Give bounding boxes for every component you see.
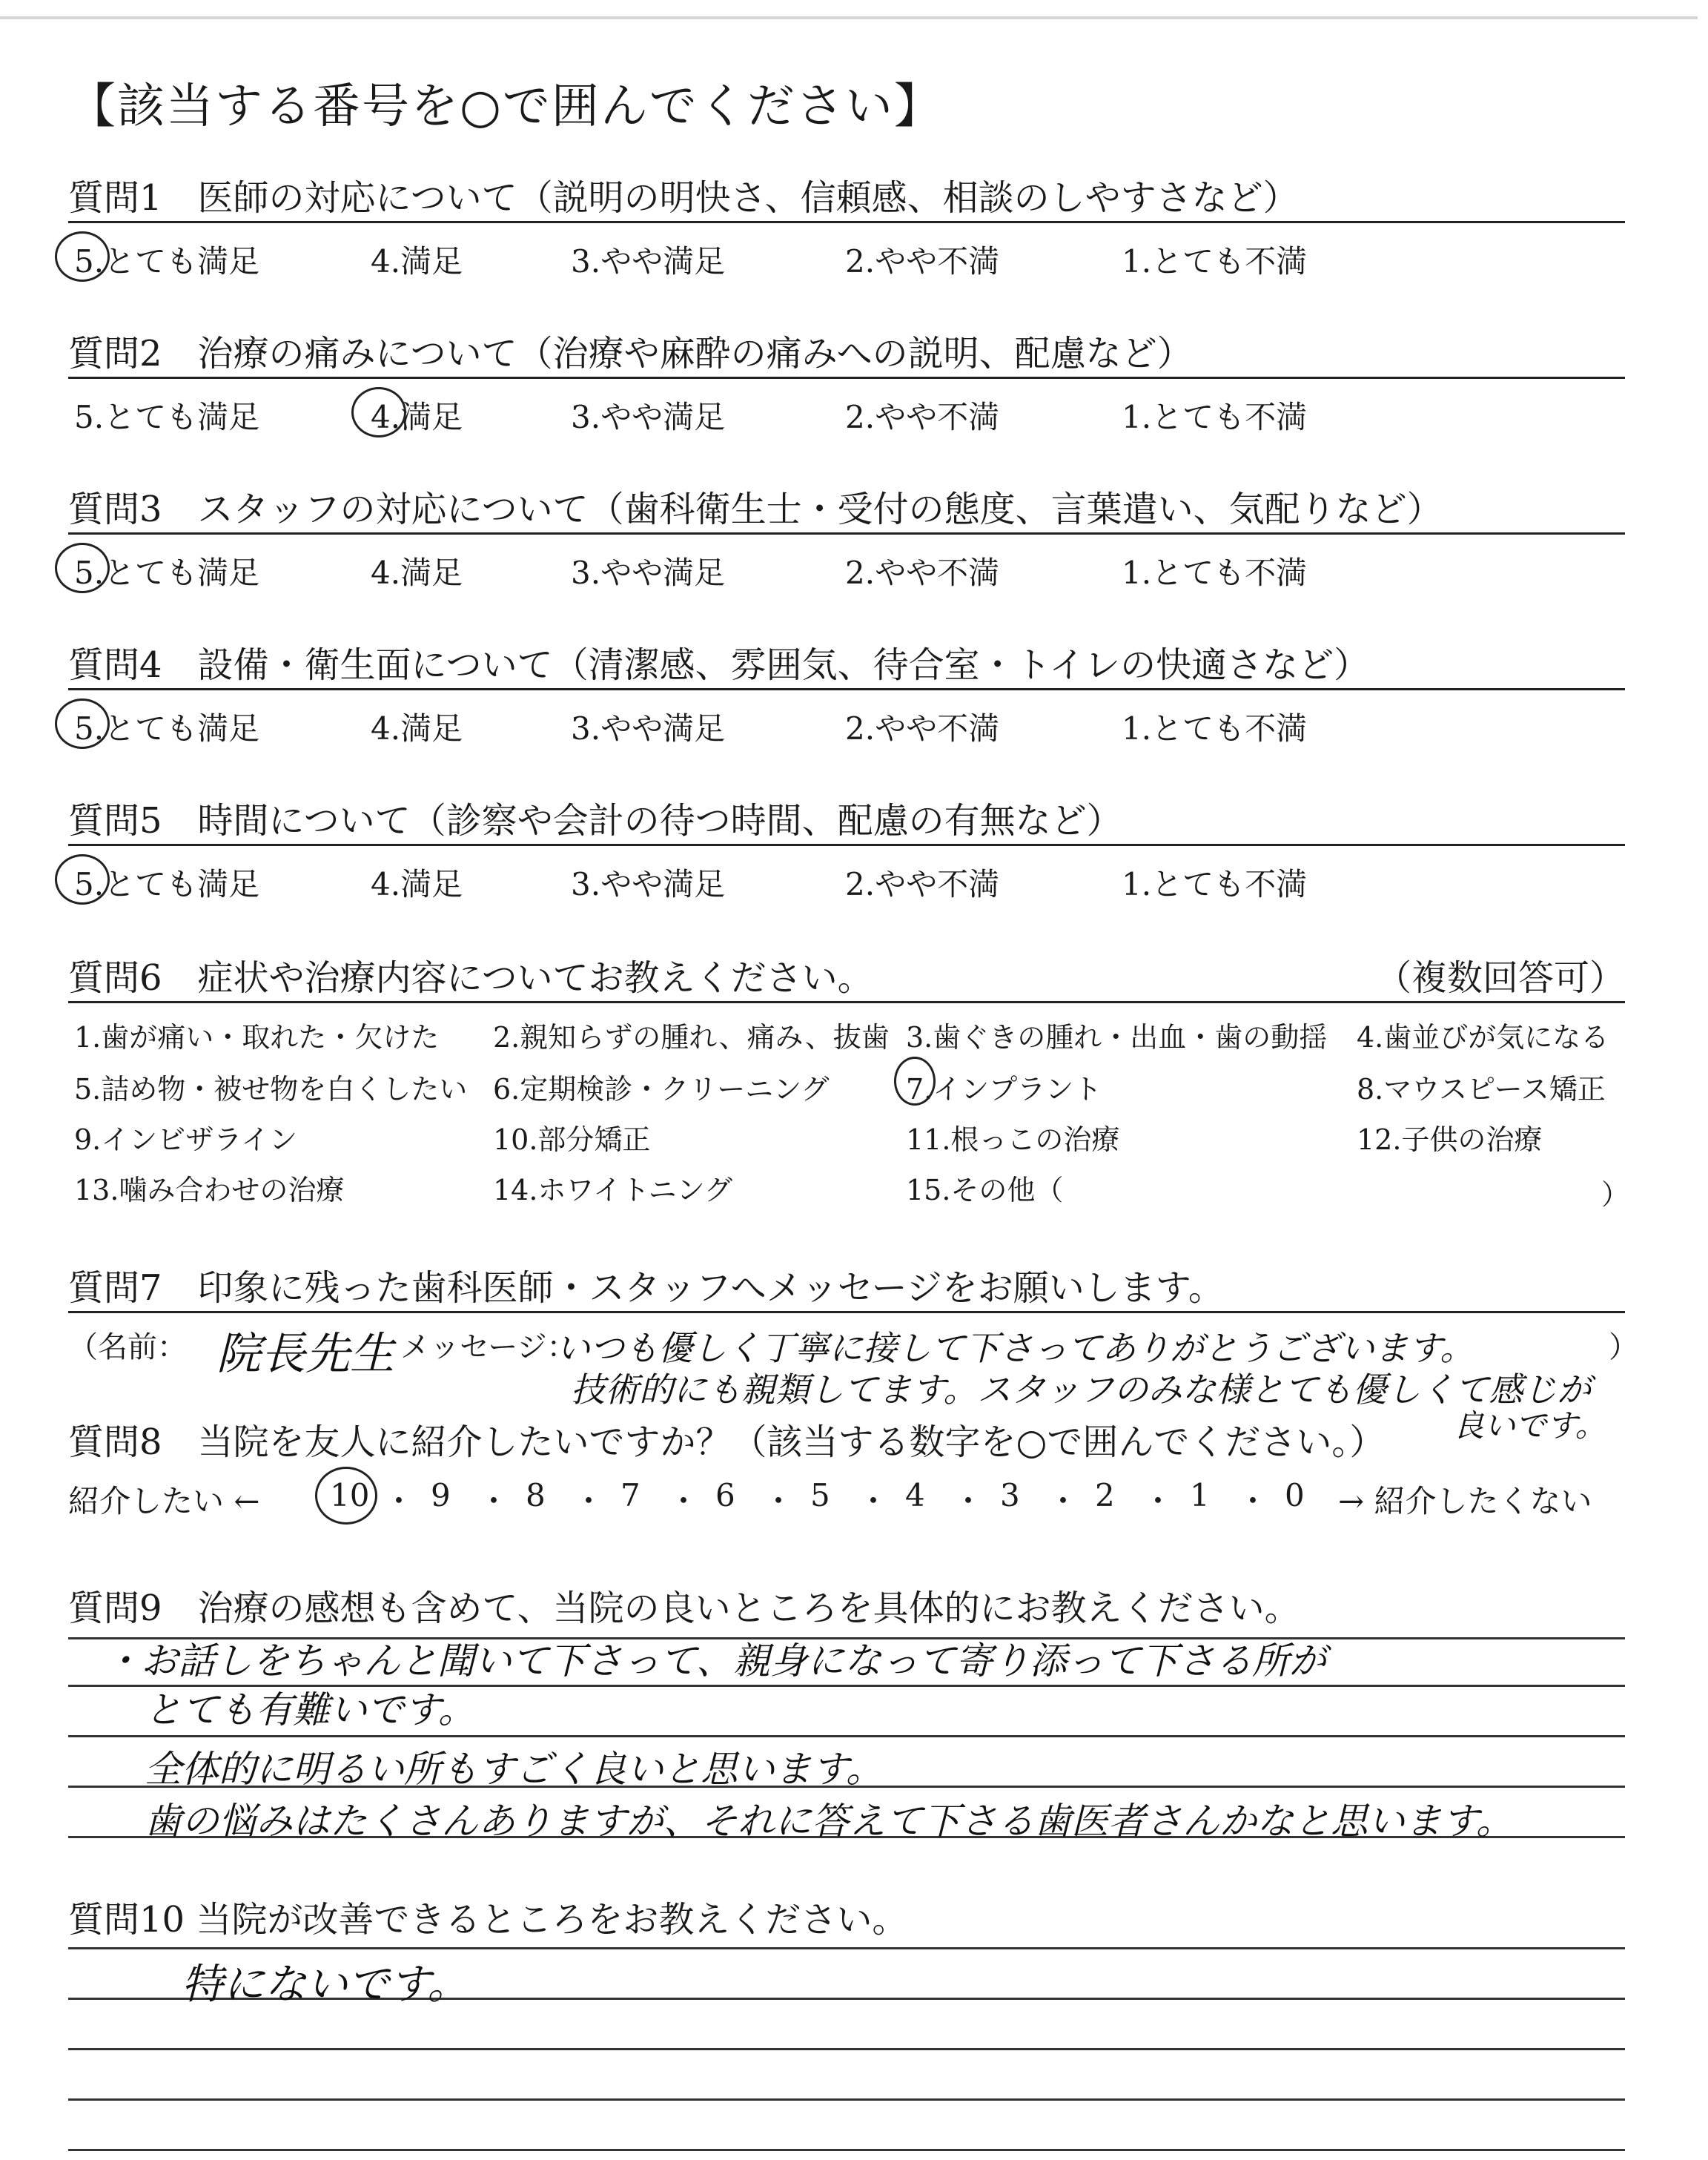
q8-scale-3[interactable]: 3 (1000, 1477, 1020, 1513)
question-4-option-4[interactable]: 4.満足 (371, 710, 463, 747)
q8-scale-separator: ・ (383, 1483, 415, 1519)
q10-rule-4 (68, 2098, 1625, 2101)
question-4-option-3[interactable]: 3.やや満足 (571, 710, 726, 747)
question-7-rule (68, 1311, 1625, 1313)
q7-message-label: メッセージ： (400, 1330, 577, 1364)
question-1-option-2[interactable]: 2.やや不満 (845, 243, 1000, 280)
q8-scale-separator: ・ (1047, 1483, 1079, 1519)
q6-item-3[interactable]: 3.歯ぐきの腫れ・出血・歯の動揺 (906, 1021, 1328, 1054)
question-4-option-2[interactable]: 2.やや不満 (845, 710, 1000, 747)
question-7 (68, 1259, 1625, 1310)
q6-item-14[interactable]: 14.ホワイトニング (493, 1174, 733, 1206)
q6-close-paren: ） (1601, 1178, 1630, 1211)
q9-answer-line-3: 全体的に明るい所もすごく良いと思います。 (145, 1748, 883, 1791)
question-3-selection-circle (55, 543, 110, 593)
question-5-option-1[interactable]: 1.とても不満 (1122, 866, 1308, 902)
question-2-title: 質問2 治療の痛みについて（治療や麻酔の痛みへの説明、配慮など） (68, 333, 1193, 374)
q9-answer-line-1: ・お話しをちゃんと聞いて下さって、親身になって寄り添って下さる所が (104, 1639, 1326, 1682)
q8-scale-separator: ・ (953, 1483, 984, 1519)
question-6 (68, 949, 1625, 1000)
question-2-option-3[interactable]: 3.やや満足 (571, 399, 726, 435)
question-1-option-1[interactable]: 1.とても不満 (1122, 243, 1308, 280)
q7-message-line-3: 良いです。 (1453, 1407, 1606, 1444)
question-5-option-3[interactable]: 3.やや満足 (571, 866, 726, 902)
question-5-selection-circle (55, 854, 110, 905)
q6-item-9[interactable]: 9.インビザライン (74, 1123, 298, 1156)
q8-scale-10[interactable]: 10 (330, 1477, 370, 1513)
question-3-option-3[interactable]: 3.やや満足 (571, 555, 726, 591)
question-4-option-5[interactable]: 5.とても満足 (74, 710, 260, 747)
q8-scale-9[interactable]: 9 (431, 1477, 451, 1513)
question-3-option-4[interactable]: 4.満足 (371, 555, 463, 591)
q8-scale-1[interactable]: 1 (1190, 1477, 1210, 1513)
question-6-rule (68, 1001, 1625, 1003)
q8-scale-separator: ・ (668, 1483, 700, 1519)
q6-selection-circle (894, 1057, 936, 1106)
q8-scale-0[interactable]: 0 (1285, 1477, 1305, 1513)
q6-item-6[interactable]: 6.定期検診・クリーニング (493, 1073, 830, 1106)
q9-answer-line-4: 歯の悩みはたくさんありますが、それに答えて下さる歯医者さんかなと思います。 (145, 1800, 1513, 1843)
q6-item-1[interactable]: 1.歯が痛い・取れた・欠けた (74, 1021, 440, 1054)
q6-item-4[interactable]: 4.歯並びが気になる (1357, 1021, 1609, 1054)
question-10-title: 質問10 当院が改善できるところをお教えください。 (68, 1899, 908, 1941)
q8-scale-separator: ・ (763, 1483, 795, 1519)
question-3-option-5[interactable]: 5.とても満足 (74, 555, 260, 591)
question-2-option-2[interactable]: 2.やや不満 (845, 399, 1000, 435)
question-2-selection-circle (351, 387, 406, 437)
question-3-option-1[interactable]: 1.とても不満 (1122, 555, 1308, 591)
question-6-note: （複数回答可） (1375, 957, 1625, 999)
question-3-title: 質問3 スタッフの対応について（歯科衛生士・受付の態度、言葉遣い、気配りなど） (68, 489, 1443, 530)
question-2-option-1[interactable]: 1.とても不満 (1122, 399, 1308, 435)
question-9-title: 質問9 治療の感想も含めて、当院の良いところを具体的にお教えください。 (68, 1588, 1300, 1629)
question-4-rule (68, 688, 1625, 690)
question-10 (68, 1891, 1625, 1942)
q8-scale-separator: ・ (478, 1483, 510, 1519)
q8-scale-5[interactable]: 5 (810, 1477, 830, 1513)
question-3-option-2[interactable]: 2.やや不満 (845, 555, 1000, 591)
question-5 (68, 792, 1625, 843)
q8-right-label: → 紹介したくない (1338, 1483, 1592, 1519)
q6-item-11[interactable]: 11.根っこの治療 (906, 1123, 1120, 1156)
form-header: 【該当する番号を○で囲んでください】 (68, 79, 943, 134)
q8-scale-separator: ・ (1142, 1483, 1174, 1519)
question-1 (68, 169, 1625, 220)
question-4-selection-circle (55, 698, 110, 749)
q7-message-line-1: いつも優しく丁寧に接して下さってありがとうございます。 (556, 1328, 1474, 1368)
q7-name-label: （名前： (68, 1330, 187, 1364)
question-2-option-5[interactable]: 5.とても満足 (74, 399, 260, 435)
q7-name-handwritten: 院長先生 (216, 1328, 394, 1380)
q8-scale-separator: ・ (858, 1483, 890, 1519)
question-4 (68, 636, 1625, 687)
question-5-option-5[interactable]: 5.とても満足 (74, 866, 260, 902)
question-5-option-2[interactable]: 2.やや不満 (845, 866, 1000, 902)
q8-scale-separator: ・ (573, 1483, 605, 1519)
q10-rule-5 (68, 2149, 1625, 2151)
q8-scale-separator: ・ (1237, 1483, 1269, 1519)
q9-rule-3 (68, 1735, 1625, 1737)
question-5-title: 質問5 時間について（診察や会計の待つ時間、配慮の有無など） (68, 800, 1122, 842)
question-6-title: 質問6 症状や治療内容についてお教えください。 (68, 957, 873, 999)
question-8-title: 質問8 当院を友人に紹介したいですか？（該当する数字を○で囲んでください。） (68, 1421, 1386, 1463)
q10-answer-line-1: 特にないです。 (182, 1961, 469, 2009)
q8-left-label: 紹介したい ← (68, 1483, 260, 1519)
q6-item-13[interactable]: 13.噛み合わせの治療 (74, 1174, 345, 1206)
q6-item-7[interactable]: 7.インプラント (906, 1073, 1102, 1106)
question-1-selection-circle (55, 231, 110, 282)
q6-item-8[interactable]: 8.マウスピース矯正 (1357, 1073, 1606, 1106)
q6-item-2[interactable]: 2.親知らずの腫れ、痛み、抜歯 (493, 1021, 890, 1054)
question-5-option-4[interactable]: 4.満足 (371, 866, 463, 902)
question-7-title: 質問7 印象に残った歯科医師・スタッフへメッセージをお願いします。 (68, 1267, 1224, 1309)
question-2-rule (68, 377, 1625, 379)
question-1-option-5[interactable]: 5.とても満足 (74, 243, 260, 280)
q7-close-paren: ） (1609, 1330, 1638, 1364)
top-border (0, 16, 1698, 19)
q6-item-12[interactable]: 12.子供の治療 (1357, 1123, 1543, 1156)
q7-message-line-2: 技術的にも親類してます。スタッフのみな様とても優しくて感じが (571, 1370, 1592, 1410)
question-8 (68, 1413, 1625, 1464)
q8-scale-8[interactable]: 8 (526, 1477, 546, 1513)
question-1-option-4[interactable]: 4.満足 (371, 243, 463, 280)
q8-scale-4[interactable]: 4 (905, 1477, 925, 1513)
question-9 (68, 1579, 1625, 1631)
q6-item-15[interactable]: 15.その他（ (906, 1174, 1064, 1206)
q9-answer-line-2: とても有難いです。 (145, 1688, 475, 1731)
q10-rule-3 (68, 2048, 1625, 2050)
question-2 (68, 325, 1625, 376)
q8-selection-circle (315, 1467, 377, 1525)
question-1-rule (68, 221, 1625, 223)
question-1-title: 質問1 医師の対応について（説明の明快さ、信頼感、相談のしやすさなど） (68, 177, 1299, 219)
question-3 (68, 480, 1625, 532)
question-4-option-1[interactable]: 1.とても不満 (1122, 710, 1308, 747)
question-2-option-4[interactable]: 4.満足 (371, 399, 463, 435)
question-4-title: 質問4 設備・衛生面について（清潔感、雰囲気、待合室・トイレの快適さなど） (68, 644, 1370, 686)
question-1-option-3[interactable]: 3.やや満足 (571, 243, 726, 280)
question-5-rule (68, 844, 1625, 846)
question-3-rule (68, 532, 1625, 535)
q8-scale-2[interactable]: 2 (1095, 1477, 1115, 1513)
q6-item-5[interactable]: 5.詰め物・被せ物を白くしたい (74, 1073, 468, 1106)
q10-rule-1 (68, 1947, 1625, 1949)
q6-item-10[interactable]: 10.部分矯正 (493, 1123, 651, 1156)
q8-scale-7[interactable]: 7 (620, 1477, 640, 1513)
q8-scale-6[interactable]: 6 (715, 1477, 735, 1513)
